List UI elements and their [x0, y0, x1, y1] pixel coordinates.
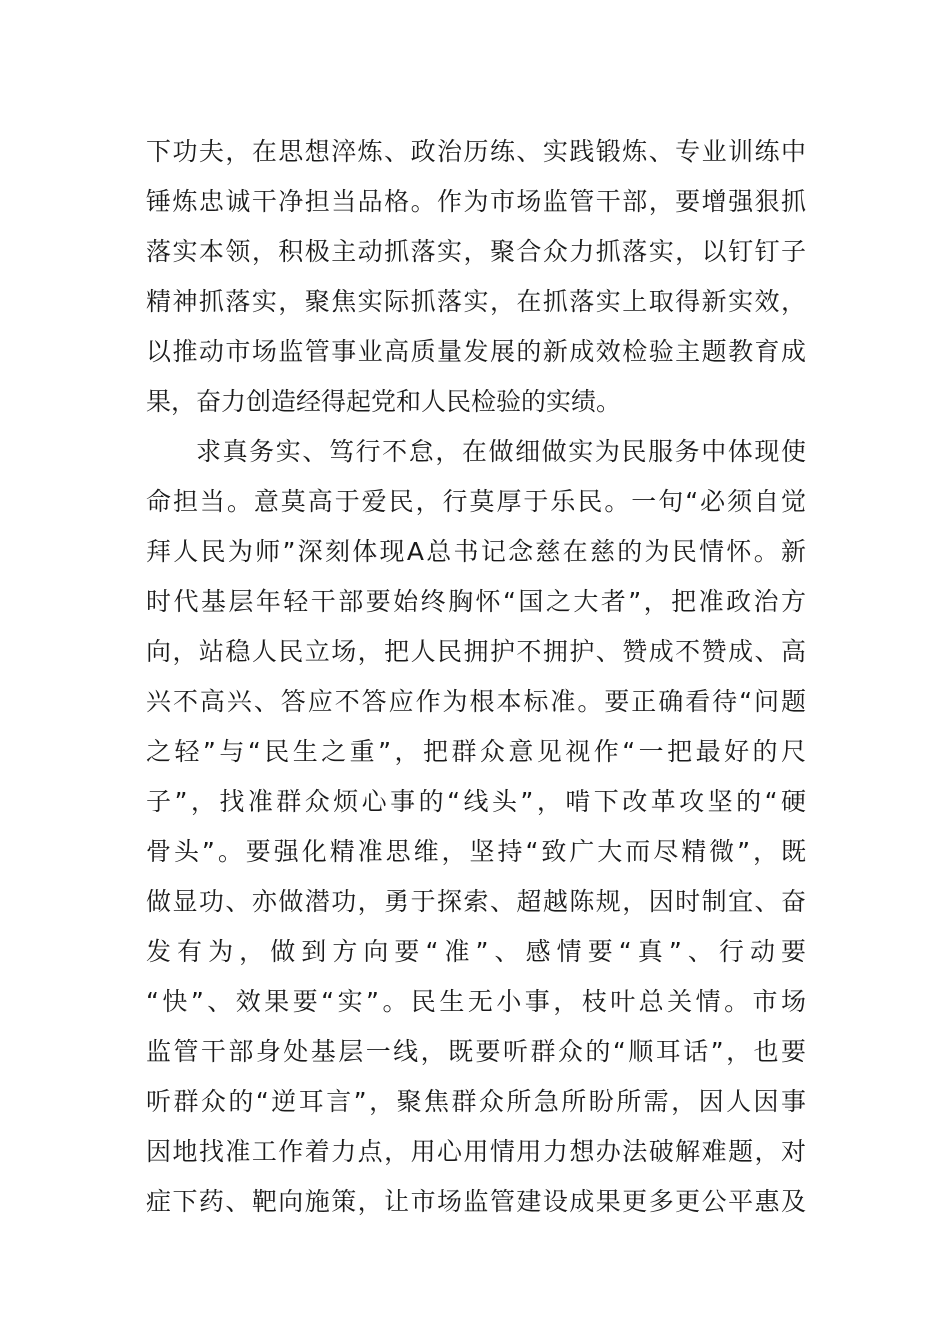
text-line: 锤炼忠诚干净担当品格。作为市场监管干部，要增强狠抓 [146, 187, 806, 216]
body-text [146, 127, 806, 1227]
text-line: 子”，找准群众烦心事的“线头”，啃下改革攻坚的“硬 [146, 787, 806, 816]
text-line: 向，站稳人民立场，把人民拥护不拥护、赞成不赞成、高 [146, 637, 806, 666]
paragraph-first-line: 求真务实、笃行不怠，在做细做实为民服务中体现使 [196, 437, 806, 466]
text-line: 监管干部身处基层一线，既要听群众的“顺耳话”，也要 [146, 1037, 806, 1066]
text-line: 精神抓落实，聚焦实际抓落实，在抓落实上取得新实效， [146, 287, 806, 316]
text-line: 之轻”与“民生之重”，把群众意见视作“一把最好的尺 [146, 737, 806, 766]
text-line: 骨头”。要强化精准思维，坚持“致广大而尽精微”，既 [146, 837, 806, 866]
text-line: 听群众的“逆耳言”，聚焦群众所急所盼所需，因人因事 [146, 1087, 806, 1116]
text-line: 命担当。意莫高于爱民，行莫厚于乐民。一句“必须自觉 [146, 487, 806, 516]
text-line: 发有为，做到方向要“准”、感情要“真”、行动要 [146, 937, 806, 966]
text-line: “快”、效果要“实”。民生无小事，枝叶总关情。市场 [146, 987, 806, 1016]
text-line: 做显功、亦做潜功，勇于探索、超越陈规，因时制宜、奋 [146, 887, 806, 916]
text-line: 下功夫，在思想淬炼、政治历练、实践锻炼、专业训练中 [146, 137, 806, 166]
text-line: 果，奋力创造经得起党和人民检验的实绩。 [146, 387, 622, 416]
text-line: 症下药、靶向施策，让市场监管建设成果更多更公平惠及 [146, 1187, 806, 1216]
text-line: 落实本领，积极主动抓落实，聚合众力抓落实，以钉钉子 [146, 237, 806, 266]
text-line: 因地找准工作着力点，用心用情用力想办法破解难题，对 [146, 1137, 806, 1166]
text-line: 拜人民为师”深刻体现A总书记念慈在慈的为民情怀。新 [146, 537, 806, 566]
text-line: 以推动市场监管事业高质量发展的新成效检验主题教育成 [146, 337, 806, 366]
text-line: 兴不高兴、答应不答应作为根本标准。要正确看待“问题 [146, 687, 806, 716]
text-line: 时代基层年轻干部要始终胸怀“国之大者”，把准政治方 [146, 587, 806, 616]
